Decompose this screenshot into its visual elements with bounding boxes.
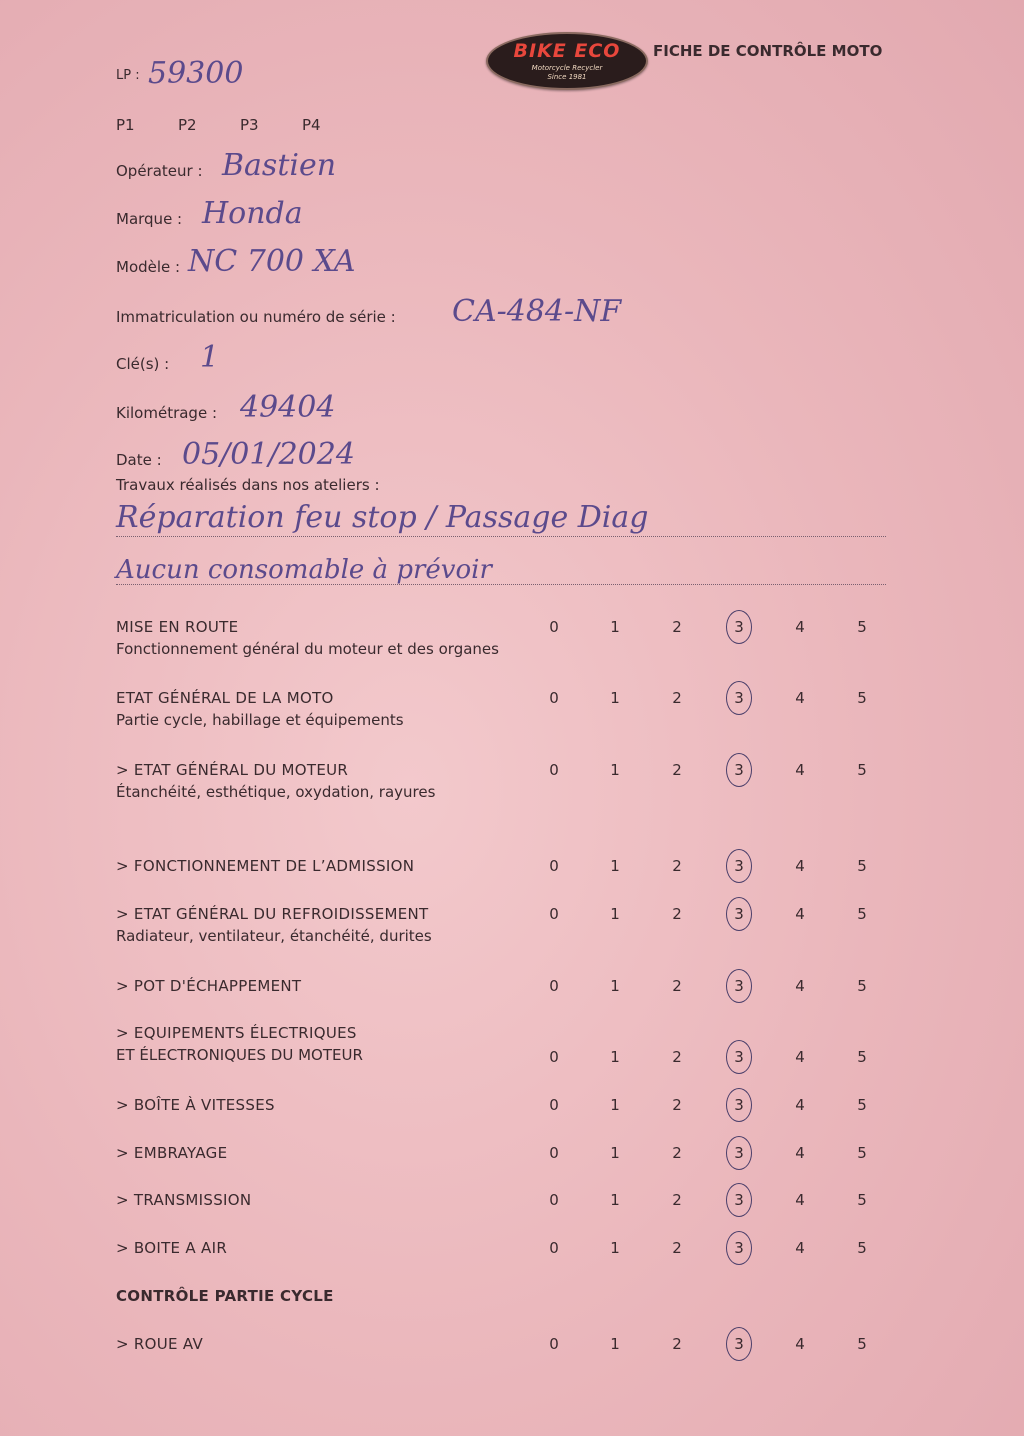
bike-eco-logo	[486, 32, 648, 90]
rating-option-2[interactable]: 2	[672, 689, 682, 707]
registration-value: CA-484-NF	[452, 294, 622, 329]
mileage-value: 49404	[240, 390, 336, 425]
brand-value: Honda	[202, 196, 303, 231]
rating-option-5[interactable]: 5	[857, 689, 867, 707]
rating-option-4[interactable]: 4	[795, 1191, 805, 1209]
work-dotted-line-2	[116, 584, 886, 585]
checklist-item-row	[116, 761, 896, 801]
work-dotted-line-1	[116, 536, 886, 537]
rating-option-3[interactable]: 3	[734, 1144, 744, 1162]
rating-selected-circle	[726, 1088, 752, 1122]
rating-option-3[interactable]: 3	[734, 1239, 744, 1257]
rating-option-5[interactable]: 5	[857, 1096, 867, 1114]
rating-selected-circle	[726, 897, 752, 931]
rating-option-0[interactable]: 0	[549, 857, 559, 875]
check-item-name: > EMBRAYAGE	[116, 1144, 228, 1162]
checklist-item-row	[116, 1191, 896, 1209]
rating-option-0[interactable]: 0	[549, 618, 559, 636]
rating-option-0[interactable]: 0	[549, 977, 559, 995]
rating-selected-circle	[726, 610, 752, 644]
lp-label: LP :	[116, 68, 140, 83]
registration-label: Immatriculation ou numéro de série :	[116, 308, 396, 326]
date-label: Date :	[116, 451, 162, 469]
rating-option-4[interactable]: 4	[795, 761, 805, 779]
rating-option-5[interactable]: 5	[857, 618, 867, 636]
rating-option-2[interactable]: 2	[672, 1096, 682, 1114]
rating-option-2[interactable]: 2	[672, 857, 682, 875]
rating-option-3[interactable]: 3	[734, 905, 744, 923]
check-item-description: Étanchéité, esthétique, oxydation, rayures	[116, 783, 436, 801]
model-label: Modèle :	[116, 258, 181, 276]
rating-option-2[interactable]: 2	[672, 1048, 682, 1066]
keys-label: Clé(s) :	[116, 355, 170, 373]
check-item-name: > TRANSMISSION	[116, 1191, 252, 1209]
rating-option-3[interactable]: 3	[734, 761, 744, 779]
lp-value: 59300	[148, 56, 244, 91]
work-line-2: Aucun consomable à prévoir	[116, 555, 492, 585]
check-item-description: Radiateur, ventilateur, étanchéité, durites	[116, 927, 432, 945]
rating-selected-circle	[726, 1183, 752, 1217]
rating-option-1[interactable]: 1	[610, 1239, 620, 1257]
checklist-item-row	[116, 618, 896, 658]
work-line-1: Réparation feu stop / Passage Diag	[116, 500, 649, 535]
rating-option-0[interactable]: 0	[549, 1191, 559, 1209]
rating-option-5[interactable]: 5	[857, 761, 867, 779]
rating-option-2[interactable]: 2	[672, 761, 682, 779]
check-item-description: ET ÉLECTRONIQUES DU MOTEUR	[116, 1046, 363, 1064]
rating-selected-circle	[726, 1040, 752, 1074]
rating-option-2[interactable]: 2	[672, 1335, 682, 1353]
rating-selected-circle	[726, 849, 752, 883]
rating-option-1[interactable]: 1	[610, 761, 620, 779]
rating-option-0[interactable]: 0	[549, 1239, 559, 1257]
check-item-name: > BOITE A AIR	[116, 1239, 228, 1257]
check-item-name: > BOÎTE À VITESSES	[116, 1096, 275, 1114]
rating-option-5[interactable]: 5	[857, 1239, 867, 1257]
rating-option-5[interactable]: 5	[857, 1335, 867, 1353]
check-item-name: MISE EN ROUTE	[116, 618, 239, 636]
check-item-name: > ETAT GÉNÉRAL DU MOTEUR	[116, 761, 349, 779]
rating-option-5[interactable]: 5	[857, 1144, 867, 1162]
rating-selected-circle	[726, 969, 752, 1003]
rating-option-1[interactable]: 1	[610, 689, 620, 707]
rating-option-5[interactable]: 5	[857, 857, 867, 875]
rating-option-0[interactable]: 0	[549, 1144, 559, 1162]
check-item-name: ETAT GÉNÉRAL DE LA MOTO	[116, 689, 334, 707]
rating-option-4[interactable]: 4	[795, 618, 805, 636]
rating-option-1[interactable]: 1	[610, 1048, 620, 1066]
check-item-description: Partie cycle, habillage et équipements	[116, 711, 404, 729]
checklist-item-row	[116, 905, 896, 945]
check-item-name: > EQUIPEMENTS ÉLECTRIQUES	[116, 1024, 357, 1042]
rating-option-1[interactable]: 1	[610, 618, 620, 636]
rating-option-0[interactable]: 0	[549, 689, 559, 707]
checklist-item-row	[116, 1239, 896, 1257]
model-value: NC 700 XA	[188, 244, 356, 279]
rating-option-3[interactable]: 3	[734, 1048, 744, 1066]
rating-option-0[interactable]: 0	[549, 905, 559, 923]
operator-label: Opérateur :	[116, 162, 203, 180]
rating-option-5[interactable]: 5	[857, 1048, 867, 1066]
check-item-name: > POT D'ÉCHAPPEMENT	[116, 977, 302, 995]
logo-text: BIKE ECO	[513, 40, 621, 62]
logo-subtitle: Motorcycle Recycler	[531, 64, 603, 72]
checklist-item-row	[116, 977, 896, 995]
cycle-item-row	[116, 1335, 896, 1353]
rating-option-4[interactable]: 4	[795, 857, 805, 875]
rating-option-1[interactable]: 1	[610, 1144, 620, 1162]
logo-since: Since 1981	[547, 73, 587, 81]
rating-option-0[interactable]: 0	[549, 1048, 559, 1066]
checklist-item-row	[116, 1144, 896, 1162]
rating-option-3[interactable]: 3	[734, 618, 744, 636]
rating-option-3[interactable]: 3	[734, 977, 744, 995]
rating-option-4[interactable]: 4	[795, 689, 805, 707]
brand-label: Marque :	[116, 210, 183, 228]
check-item-name: > FONCTIONNEMENT DE L’ADMISSION	[116, 857, 415, 875]
rating-option-2[interactable]: 2	[672, 1239, 682, 1257]
rating-option-2[interactable]: 2	[672, 977, 682, 995]
rating-option-1[interactable]: 1	[610, 1096, 620, 1114]
check-item-description: Fonctionnement général du moteur et des organes	[116, 640, 499, 658]
rating-option-5[interactable]: 5	[857, 1191, 867, 1209]
p-level-2: P2	[178, 116, 197, 134]
checklist-item-row	[116, 1024, 896, 1064]
rating-option-4[interactable]: 4	[795, 905, 805, 923]
rating-option-5[interactable]: 5	[857, 977, 867, 995]
document-title: FICHE DE CONTRÔLE MOTO	[653, 42, 883, 60]
rating-option-2[interactable]: 2	[672, 1144, 682, 1162]
rating-selected-circle	[726, 1231, 752, 1265]
rating-option-0[interactable]: 0	[549, 1096, 559, 1114]
rating-option-3[interactable]: 3	[734, 1096, 744, 1114]
rating-option-4[interactable]: 4	[795, 1048, 805, 1066]
rating-option-2[interactable]: 2	[672, 905, 682, 923]
rating-option-3[interactable]: 3	[734, 857, 744, 875]
rating-selected-circle	[726, 1136, 752, 1170]
rating-option-0[interactable]: 0	[549, 1335, 559, 1353]
rating-option-1[interactable]: 1	[610, 1335, 620, 1353]
rating-selected-circle	[726, 753, 752, 787]
p-level-1: P1	[116, 116, 135, 134]
p-level-4: P4	[302, 116, 321, 134]
rating-option-4[interactable]: 4	[795, 1144, 805, 1162]
check-item-name: > ROUE AV	[116, 1335, 204, 1353]
rating-option-0[interactable]: 0	[549, 761, 559, 779]
mileage-label: Kilométrage :	[116, 404, 218, 422]
rating-selected-circle	[726, 681, 752, 715]
work-label: Travaux réalisés dans nos ateliers :	[116, 476, 380, 494]
rating-option-4[interactable]: 4	[795, 1335, 805, 1353]
rating-option-4[interactable]: 4	[795, 1096, 805, 1114]
p-level-3: P3	[240, 116, 259, 134]
checklist-item-row	[116, 1096, 896, 1114]
cycle-section-title: CONTRÔLE PARTIE CYCLE	[116, 1287, 334, 1305]
rating-option-1[interactable]: 1	[610, 905, 620, 923]
rating-option-4[interactable]: 4	[795, 977, 805, 995]
rating-selected-circle	[726, 1327, 752, 1361]
rating-option-3[interactable]: 3	[734, 1335, 744, 1353]
operator-value: Bastien	[222, 148, 337, 183]
rating-option-3[interactable]: 3	[734, 1191, 744, 1209]
rating-option-5[interactable]: 5	[857, 905, 867, 923]
date-value: 05/01/2024	[182, 437, 355, 472]
checklist-item-row	[116, 857, 896, 875]
checklist-item-row	[116, 689, 896, 729]
keys-value: 1	[200, 340, 220, 375]
rating-option-4[interactable]: 4	[795, 1239, 805, 1257]
rating-option-2[interactable]: 2	[672, 618, 682, 636]
rating-option-2[interactable]: 2	[672, 1191, 682, 1209]
check-item-name: > ETAT GÉNÉRAL DU REFROIDISSEMENT	[116, 905, 429, 923]
rating-option-1[interactable]: 1	[610, 1191, 620, 1209]
rating-option-1[interactable]: 1	[610, 977, 620, 995]
rating-option-3[interactable]: 3	[734, 689, 744, 707]
rating-option-1[interactable]: 1	[610, 857, 620, 875]
